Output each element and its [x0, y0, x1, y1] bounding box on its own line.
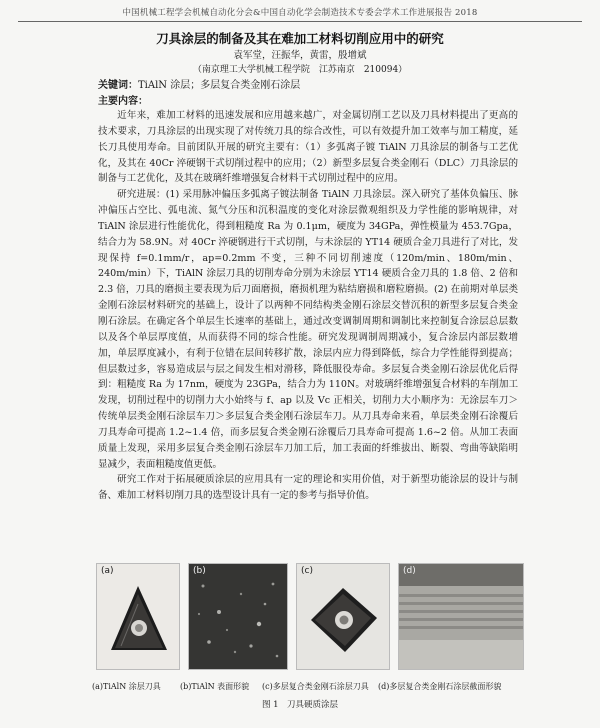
paper-authors: 袁军堂，汪振华，黄雷，殷增斌: [233, 50, 367, 61]
figure-panel-d-label: (d): [403, 566, 416, 576]
paper-affiliation: （南京理工大学机械工程学院 江苏南京 210094）: [192, 65, 408, 75]
coated-tool-image: [97, 564, 179, 669]
figure-row: [96, 563, 522, 673]
keywords-line: [98, 76, 300, 91]
figure-panel-d: [398, 563, 524, 670]
paragraph-conclusion: 研究工作对于拓展硬质涂层的应用具有一定的理论和实用价值，对于新型功能涂层的设计与制备、难加工材料切削刀具的选型设计具有一定的参考与指导价值。: [98, 474, 518, 502]
caption-b: (b)TiAlN 表面形貌: [180, 682, 250, 691]
caption-d: (d)多层复合类金刚石涂层截面形貌: [378, 682, 502, 691]
figure-panel-c-label: (c): [301, 566, 313, 576]
running-header: 中国机械工程学会机械自动化分会&中国自动化学会制造技术专委会学术工作进展报告 2018: [122, 8, 478, 18]
figure-panel-a: [96, 563, 180, 670]
keywords-text: TiAlN 涂层；多层复合类金刚石涂层: [138, 80, 301, 91]
surface-morphology-image: [189, 564, 287, 669]
caption-a: (a)TiAlN 涂层刀具: [92, 682, 161, 691]
cross-section-image: [399, 564, 523, 669]
body-text: [98, 108, 518, 504]
paragraph-intro: 近年来，难加工材料的迅速发展和应用越来越广，对金属切削工艺以及刀具材料提出了更高的技术要求，刀具涂层的出现实现了对传统刀具的综合改性，可以有效提升加工效率与加工精度，延长刀具使用寿命。目前团队开展的研究主要有：（1）多弧离子镀 TiAlN 刀具涂层的制备与工艺优化，及其在 40Cr 淬硬钢干式切削过程中的应用；（2）新型多层复合类金刚石（DLC）刀具涂层的制备与工艺优化，及其在玻璃纤维增强复合材料干式切削过程中的应用。: [98, 110, 518, 185]
figure-panel-c: [296, 563, 390, 670]
section-heading: 主要内容：: [98, 96, 148, 107]
caption-c: (c)多层复合类金刚石涂层刀具: [262, 682, 369, 691]
header-rule: [18, 21, 582, 22]
figure-title: 图 1 刀具硬质涂层: [261, 700, 339, 710]
keywords-label: 关键词：: [98, 80, 138, 91]
figure-panel-b: [188, 563, 288, 670]
paper-title: 刀具涂层的制备及其在难加工材料切削应用中的研究: [156, 31, 444, 46]
figure-panel-b-label: (b): [193, 566, 206, 576]
figure-panel-a-label: (a): [101, 566, 114, 576]
multilayer-dlc-tool-image: [297, 564, 389, 669]
paragraph-progress: 研究进展：(1) 采用脉冲偏压多弧离子镀法制备 TiAlN 刀具涂层。深入研究了基体负偏压、脉冲偏压占空比、弧电流、氮气分压和沉积温度的变化对涂层微观组织及力学性能的影响规律，对 TiAlN 涂层进行性能优化，得到粗糙度 Ra 为 0.1μm，硬度为 34GPa，弹性模量为 453.7Gpa，结合力为 58.9N。对 40Cr 淬硬钢进行干式切削，与未涂层的 YT14 硬质合金刀具进行了对比，发现保持 f=0.1mm/r，ap=0.2mm 不变，三种不同切削速度（120m/min、180m/min、240m/min）下，TiAlN 涂层刀具的切削寿命分别为未涂层 YT14 硬质合金刀具的 1.8 倍、2 倍和 2.3 倍，刀具的磨损主要表现为后刀面磨损，磨损机理为粘结磨损和磨粒磨损。(2) 在前期对单层类金刚石涂层材料研究的基础上，设计了以两种不同结构类金刚石涂层交替沉积的新型多层复合类金刚石涂层。在确定各个单层生长速率的基础上，通过改变调制周期和调制比来控制复合涂层总层数以及各个单层厚度值，从而获得不同的综合性能。研究发现调制周期减小，复合涂层内部层数增加，单层厚度减小，有利于位错在层间转移扩散，涂层内应力得到降低，综合力学性能得到提高；但层数过多，容易造成层与层之间发生相对滑移，降低服役寿命。多层复合类金刚石涂层优化后得到：粗糙度 Ra 为 17nm，硬度为 23GPa，结合力为 110N。对玻璃纤维增强复合材料的车削加工发现，切削过程中的切削力大小始终与 f、ap 以及 Vc 正相关，切削力大小顺序为：无涂层车刀＞传统单层类金刚石涂层车刀＞多层复合类金刚石涂层车刀。从刀具寿命来看，单层类金刚石涂覆后刀具寿命可提高 1.2~1.4 倍，而多层复合类金刚石涂覆后刀具寿命可提高 1.6~2 倍。从加工表面质量上发现，采用多层复合类金刚石涂层车刀加工后，加工表面的纤维拔出、断裂、弯曲等缺陷明显减少，表面粗糙度值更低。: [98, 189, 518, 470]
